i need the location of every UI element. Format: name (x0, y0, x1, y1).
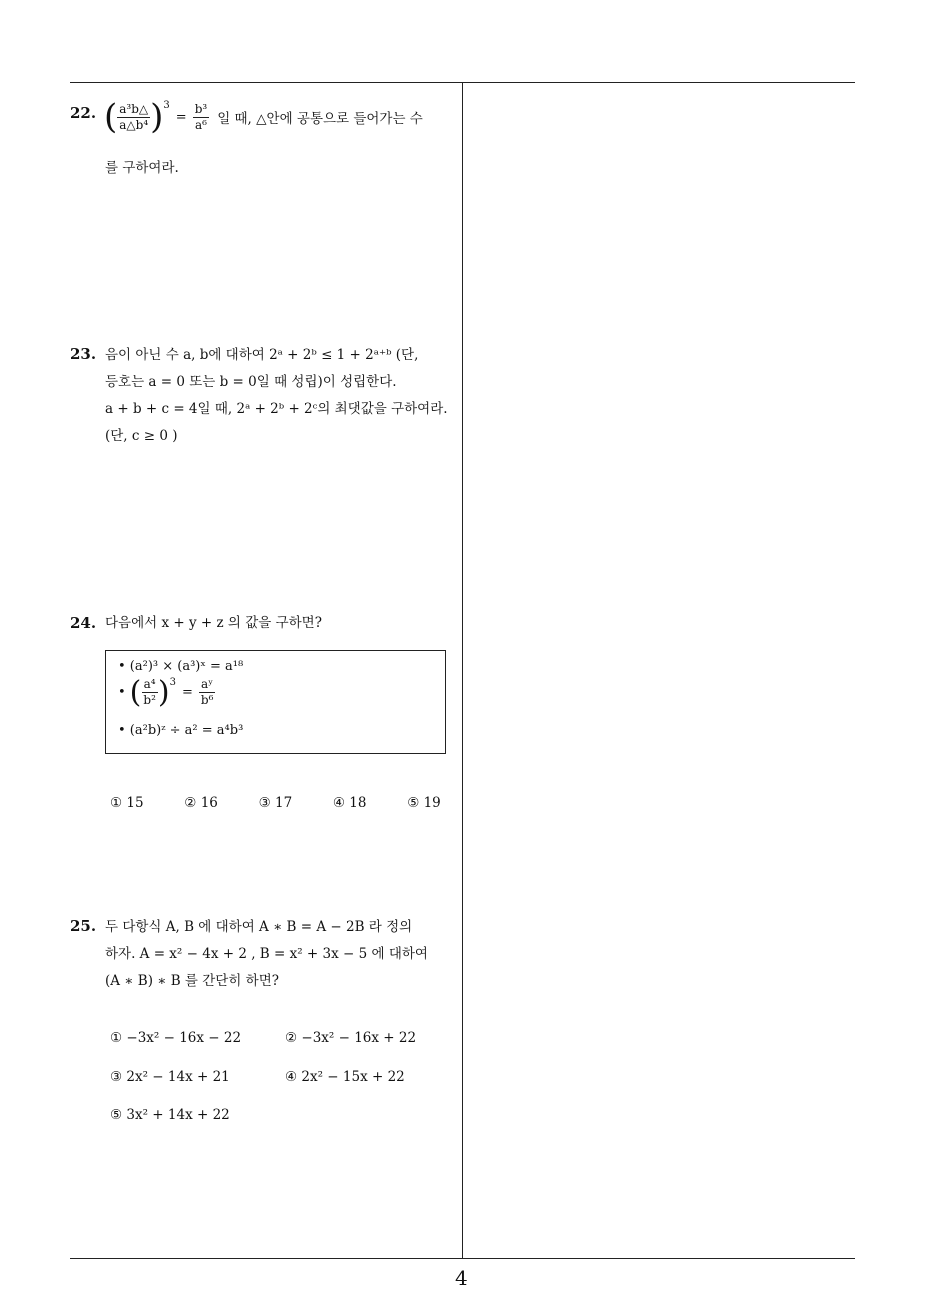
right-paren: ) (150, 97, 164, 137)
q23-text-line4: (단, c ≥ 0 ) (105, 428, 178, 444)
q25-choice-5[interactable]: ⑤ 3x² + 14x + 22 (110, 1107, 230, 1123)
q23-text-line1: 음이 아닌 수 a, b에 대하여 2ᵃ + 2ᵇ ≤ 1 + 2ᵃ⁺ᵇ (단, (105, 347, 419, 363)
q22-rhs-fraction (193, 102, 210, 133)
q22-text-line2: 를 구하여라. (105, 160, 179, 176)
q24-cond2-rhs-numerator: aʸ (201, 677, 214, 691)
q25-choice-2[interactable]: ② −3x² − 16x + 22 (285, 1030, 417, 1046)
equals-sign: = (181, 685, 193, 700)
q22-rhs-denominator: a⁶ (194, 117, 207, 132)
q24-condition-2 (118, 674, 215, 710)
q24-choice-3[interactable]: ③ 17 (258, 795, 293, 811)
q24-cond2-rhs-denominator: b⁶ (200, 693, 214, 707)
q24-text-line1: 다음에서 x + y + z 의 값을 구하면? (105, 615, 322, 631)
left-paren: ( (129, 674, 142, 710)
q25-choice-4[interactable]: ④ 2x² − 15x + 22 (285, 1069, 405, 1085)
left-paren: ( (104, 97, 118, 137)
q22-text-line1: 일 때, △안에 공통으로 들어가는 수 (217, 111, 423, 127)
question-25-number: 25. (70, 917, 97, 935)
bullet: • (118, 685, 126, 700)
column-divider (462, 83, 463, 1259)
question-22-number: 22. (70, 104, 97, 122)
q25-text-line2: 하자. A = x² − 4x + 2 , B = x² + 3x − 5 에 대하여 (105, 946, 428, 962)
q24-choice-2[interactable]: ② 16 (184, 795, 218, 811)
q22-rhs-numerator: b³ (194, 101, 208, 116)
bottom-rule (70, 1258, 855, 1259)
q24-cond2-denominator: b² (143, 693, 156, 707)
q25-text-line1: 두 다항식 A, B 에 대하여 A ∗ B = A − 2B 라 정의 (105, 919, 413, 935)
question-22-equation (104, 97, 423, 137)
q22-exponent: 3 (163, 100, 170, 111)
q24-choice-1[interactable]: ① 15 (110, 795, 144, 811)
q22-lhs-denominator: a△b⁴ (119, 117, 149, 132)
q24-cond2-exponent: 3 (169, 677, 176, 688)
q24-cond2-lhs-fraction (141, 677, 158, 708)
q24-cond2-rhs-fraction (199, 677, 216, 708)
q24-cond2-numerator: a⁴ (143, 677, 156, 691)
q22-lhs-fraction (117, 102, 150, 133)
q23-text-line3: a + b + c = 4일 때, 2ᵃ + 2ᵇ + 2ᶜ의 최댓값을 구하여라. (105, 401, 448, 417)
q23-text-line2: 등호는 a = 0 또는 b = 0일 때 성립)이 성립한다. (105, 374, 397, 390)
q24-condition-1: • (a²)³ × (a³)ˣ = a¹⁸ (118, 659, 244, 674)
q25-text-line3: (A ∗ B) ∗ B 를 간단히 하면? (105, 973, 279, 989)
q24-choice-5[interactable]: ⑤ 19 (407, 795, 441, 811)
q22-lhs-numerator: a³b△ (119, 101, 149, 116)
q25-choice-1[interactable]: ① −3x² − 16x − 22 (110, 1030, 242, 1046)
right-paren: ) (157, 674, 170, 710)
q24-choices (110, 795, 441, 811)
page-number: 4 (455, 1266, 468, 1290)
question-24-number: 24. (70, 614, 97, 632)
q24-choice-4[interactable]: ④ 18 (332, 795, 367, 811)
q24-condition-3: • (a²b)ᶻ ÷ a² = a⁴b³ (118, 723, 244, 738)
q24-condition-box (105, 650, 446, 754)
q25-choice-3[interactable]: ③ 2x² − 14x + 21 (110, 1069, 230, 1085)
equals-sign: = (175, 109, 187, 125)
question-23-number: 23. (70, 345, 97, 363)
